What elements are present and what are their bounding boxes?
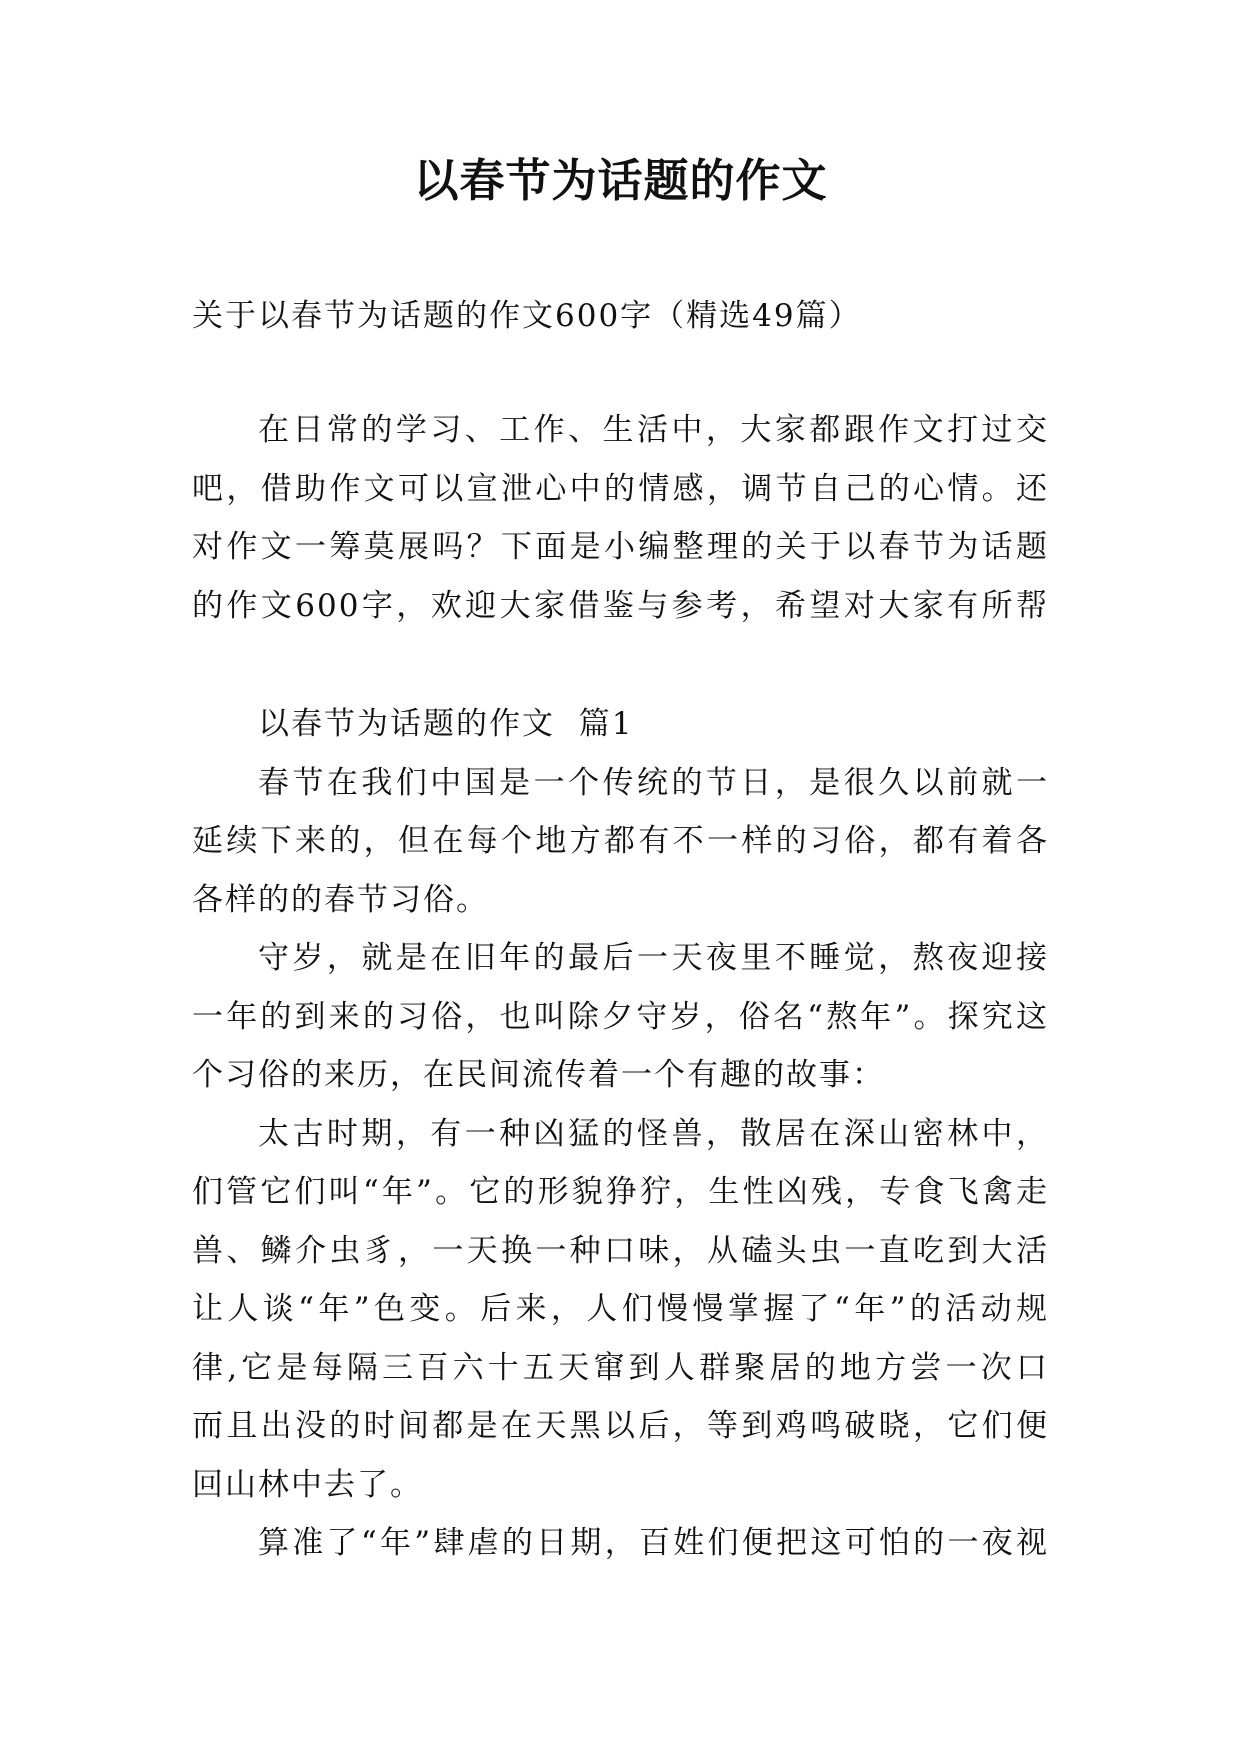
text-line: 一年的到来的习俗，也叫除夕守岁，俗名“熬年”。探究这	[192, 998, 1049, 1035]
article-body	[192, 695, 1049, 1573]
text-line: 的作文600字，欢迎大家借鉴与参考，希望对大家有所帮	[192, 587, 1049, 624]
text-line: 对作文一筹莫展吗？下面是小编整理的关于以春节为话题	[192, 529, 1049, 565]
text-line: 春节在我们中国是一个传统的节日，是很久以前就一	[258, 764, 1049, 801]
text-line: 吧，借助作文可以宣泄心中的情感，调节自己的心情。还	[192, 470, 1049, 507]
text-line: 回山林中去了。	[192, 1466, 423, 1503]
section-heading: 以春节为话题的作文 篇1	[258, 706, 634, 742]
text-line: 让人谈“年”色变。后来，人们慢慢掌握了“年”的活动规	[192, 1291, 1049, 1327]
paragraph	[192, 1105, 1049, 1515]
text-line: 守岁，就是在旧年的最后一天夜里不睡觉，熬夜迎接	[258, 940, 1049, 976]
text-line: 兽、鳞介虫豸，一天换一种口味，从磕头虫一直吃到大活	[192, 1232, 1049, 1269]
text-line: 太古时期，有一种凶猛的怪兽，散居在深山密林中，	[258, 1115, 1049, 1152]
paragraph	[192, 929, 1049, 1105]
text-line: 在日常的学习、工作、生活中，大家都跟作文打过交	[258, 412, 1049, 448]
text-line: 律,它是每隔三百六十五天窜到人群聚居的地方尝一次口	[192, 1349, 1049, 1386]
text-line: 们管它们叫“年”。它的形貌狰狞，生性凶残，专食飞禽走	[192, 1174, 1049, 1210]
text-line: 个习俗的来历，在民间流传着一个有趣的故事：	[192, 1057, 885, 1093]
intro-paragraph	[192, 401, 1049, 635]
document-subtitle: 关于以春节为话题的作文600字（精选49篇）	[192, 298, 862, 334]
text-line: 延续下来的，但在每个地方都有不一样的习俗，都有着各	[192, 823, 1049, 859]
text-line: 各样的的春节习俗。	[192, 881, 489, 918]
text-line: 而且出没的时间都是在天黑以后，等到鸡鸣破晓，它们便	[192, 1408, 1049, 1444]
document-title: 以春节为话题的作文	[413, 154, 828, 207]
paragraph	[192, 754, 1049, 930]
paragraph	[192, 1514, 1049, 1573]
text-line: 算准了“年”肆虐的日期，百姓们便把这可怕的一夜视	[258, 1525, 1049, 1561]
